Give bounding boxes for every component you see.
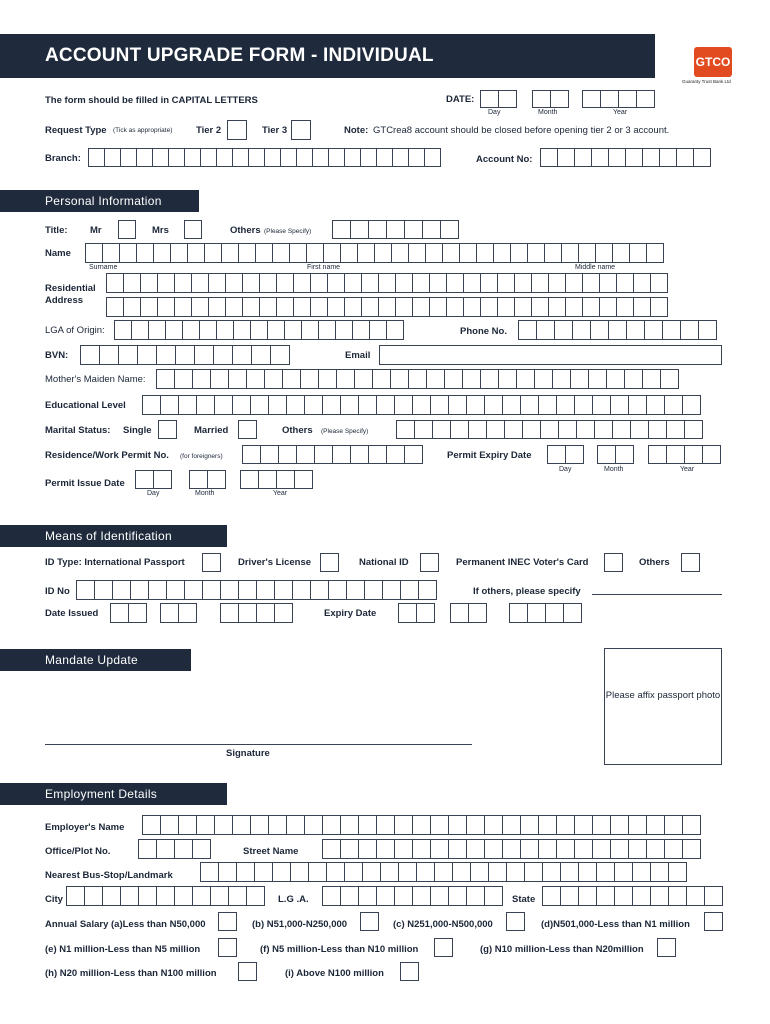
name-boxes[interactable] (85, 243, 663, 263)
address-line2-boxes[interactable] (106, 297, 667, 317)
id-no-label: ID No (45, 586, 70, 597)
married-label: Married (194, 425, 229, 436)
education-boxes[interactable] (142, 395, 700, 415)
permit-issue-day-caption: Day (147, 490, 160, 497)
permit-expiry-year-caption: Year (680, 466, 695, 473)
id-no-boxes[interactable] (76, 580, 436, 600)
mrs-label: Mrs (152, 225, 169, 236)
inec-checkbox[interactable] (604, 553, 623, 572)
lga-origin-label: LGA of Origin: (45, 325, 105, 336)
date-label: DATE: (446, 94, 475, 105)
name-label: Name (45, 248, 71, 259)
salary-f-checkbox[interactable] (434, 938, 453, 957)
employment-lga-boxes[interactable] (322, 886, 502, 906)
branch-boxes[interactable] (88, 148, 440, 167)
permit-expiry-day-boxes[interactable] (547, 445, 583, 464)
expiry-year-boxes[interactable] (509, 603, 581, 623)
permit-expiry-month-caption: Month (604, 466, 624, 473)
marital-others-hint: (Please Specify) (321, 428, 369, 435)
gtco-logo: GTCO (694, 47, 732, 77)
bvn-label: BVN: (45, 350, 69, 361)
permit-issue-year-boxes[interactable] (240, 470, 312, 489)
permit-expiry-label: Permit Expiry Date (447, 450, 532, 461)
married-checkbox[interactable] (238, 420, 257, 439)
passport-photo-box[interactable] (604, 648, 722, 765)
salary-h-checkbox[interactable] (238, 962, 257, 981)
request-type-label: Request Type (45, 125, 107, 136)
salary-i-checkbox[interactable] (400, 962, 419, 981)
maiden-name-label: Mother's Maiden Name: (45, 374, 146, 385)
salary-e-label: (e) N1 million-Less than N5 million (45, 944, 201, 955)
office-plot-label: Office/Plot No. (45, 846, 111, 857)
date-year-boxes[interactable] (582, 90, 654, 108)
employer-name-boxes[interactable] (142, 815, 700, 835)
salary-d-checkbox[interactable] (704, 912, 723, 931)
id-type-label: ID Type: International Passport (45, 557, 185, 568)
passport-checkbox[interactable] (202, 553, 221, 572)
permit-issue-day-boxes[interactable] (135, 470, 171, 489)
expiry-day-boxes[interactable] (398, 603, 434, 623)
permit-no-boxes[interactable] (242, 445, 422, 464)
education-label: Educational Level (45, 400, 126, 411)
personal-info-heading: Personal Information (45, 194, 162, 208)
identification-heading: Means of Identification (45, 529, 172, 543)
if-others-label: If others, please specify (473, 586, 581, 597)
lga-origin-boxes[interactable] (114, 320, 403, 340)
address-line1-boxes[interactable] (106, 273, 667, 293)
id-others-checkbox[interactable] (681, 553, 700, 572)
instruction-text: The form should be filled in CAPITAL LETTERS (45, 95, 258, 106)
salary-h-label: (h) N20 million-Less than N100 million (45, 968, 217, 979)
passport-photo-text: Please affix passport photo (605, 690, 721, 701)
salary-c-label: (c) N251,000-N500,000 (393, 919, 493, 930)
mr-checkbox[interactable] (118, 220, 136, 239)
phone-label: Phone No. (460, 326, 507, 337)
account-no-boxes[interactable] (540, 148, 710, 167)
tier2-label: Tier 2 (196, 125, 222, 136)
permit-issue-label: Permit Issue Date (45, 478, 125, 489)
tier3-checkbox[interactable] (291, 120, 311, 140)
mr-label: Mr (90, 225, 102, 236)
request-type-hint: (Tick as appropriate) (113, 127, 173, 134)
salary-i-label: (i) Above N100 million (285, 968, 384, 979)
id-others-label: Others (639, 557, 670, 568)
date-issued-month-boxes[interactable] (160, 603, 196, 623)
date-issued-day-boxes[interactable] (110, 603, 146, 623)
salary-e-checkbox[interactable] (218, 938, 237, 957)
expiry-date-label: Expiry Date (324, 608, 377, 619)
date-day-boxes[interactable] (480, 90, 516, 108)
title-others-label: Others (230, 225, 261, 236)
salary-g-checkbox[interactable] (657, 938, 676, 957)
date-month-boxes[interactable] (532, 90, 568, 108)
employment-heading: Employment Details (45, 787, 158, 801)
signature-line[interactable] (45, 744, 472, 745)
permit-issue-year-caption: Year (273, 490, 288, 497)
surname-caption: Surname (89, 264, 118, 271)
salary-f-label: (f) N5 million-Less than N10 million (260, 944, 419, 955)
marital-status-label: Marital Status: (45, 425, 111, 436)
employer-name-label: Employer's Name (45, 822, 125, 833)
maiden-name-boxes[interactable] (156, 369, 678, 389)
address-label: Address (45, 295, 84, 306)
salary-a-checkbox[interactable] (218, 912, 237, 931)
single-label: Single (123, 425, 152, 436)
salary-b-checkbox[interactable] (360, 912, 379, 931)
signature-label: Signature (226, 748, 270, 759)
residential-label: Residential (45, 283, 96, 294)
account-no-label: Account No: (476, 154, 533, 165)
bus-stop-label: Nearest Bus-Stop/Landmark (45, 870, 173, 881)
title-others-hint: (Please Specify) (264, 228, 312, 235)
note-label: Note: (344, 125, 369, 136)
permit-expiry-day-caption: Day (559, 466, 572, 473)
national-id-label: National ID (359, 557, 409, 568)
logo-caption: Guaranty Trust Bank Ltd (682, 79, 731, 84)
bvn-boxes[interactable] (80, 345, 289, 365)
marital-others-boxes[interactable] (396, 420, 702, 439)
date-issued-label: Date Issued (45, 608, 99, 619)
permit-foreigners-hint: (for foreigners) (180, 453, 223, 460)
title-others-boxes[interactable] (332, 220, 458, 239)
note-text: GTCrea8 account should be closed before opening tier 2 or 3 account. (373, 125, 670, 136)
phone-boxes[interactable] (518, 320, 716, 340)
form-title: ACCOUNT UPGRADE FORM - INDIVIDUAL (45, 45, 434, 66)
city-label: City (45, 894, 63, 905)
state-boxes[interactable] (542, 886, 722, 906)
drivers-license-checkbox[interactable] (320, 553, 339, 572)
city-boxes[interactable] (66, 886, 264, 906)
email-label: Email (345, 350, 371, 361)
permit-issue-month-caption: Month (195, 490, 215, 497)
tier3-label: Tier 3 (262, 125, 288, 136)
tier2-checkbox[interactable] (227, 120, 247, 140)
middle-name-caption: Middle name (575, 264, 616, 271)
if-others-line[interactable] (592, 594, 722, 595)
permit-issue-month-boxes[interactable] (189, 470, 225, 489)
email-field[interactable] (379, 345, 722, 365)
expiry-month-boxes[interactable] (450, 603, 486, 623)
date-month-caption: Month (538, 109, 558, 116)
mandate-heading: Mandate Update (45, 653, 138, 667)
date-issued-year-boxes[interactable] (220, 603, 292, 623)
date-year-caption: Year (613, 109, 628, 116)
title-label: Title: (45, 225, 68, 236)
employment-lga-label: L.G .A. (278, 894, 309, 905)
branch-label: Branch: (45, 153, 81, 164)
state-label: State (512, 894, 536, 905)
first-name-caption: First name (307, 264, 341, 271)
salary-a-label: Annual Salary (a)Less than N50,000 (45, 919, 206, 930)
office-plot-boxes[interactable] (138, 839, 210, 859)
permit-expiry-year-boxes[interactable] (648, 445, 720, 464)
single-checkbox[interactable] (158, 420, 177, 439)
national-id-checkbox[interactable] (420, 553, 439, 572)
street-name-boxes[interactable] (322, 839, 700, 859)
street-name-label: Street Name (243, 846, 299, 857)
salary-b-label: (b) N51,000-N250,000 (252, 919, 348, 930)
permit-expiry-month-boxes[interactable] (597, 445, 633, 464)
mrs-checkbox[interactable] (184, 220, 202, 239)
salary-c-checkbox[interactable] (506, 912, 525, 931)
salary-g-label: (g) N10 million-Less than N20million (480, 944, 644, 955)
marital-others-label: Others (282, 425, 313, 436)
permit-no-label: Residence/Work Permit No. (45, 450, 169, 461)
drivers-license-label: Driver's License (238, 557, 312, 568)
salary-d-label: (d)N501,000-Less than N1 million (541, 919, 690, 930)
bus-stop-boxes[interactable] (200, 862, 686, 882)
inec-label: Permanent INEC Voter's Card (456, 557, 589, 568)
date-day-caption: Day (488, 109, 501, 116)
